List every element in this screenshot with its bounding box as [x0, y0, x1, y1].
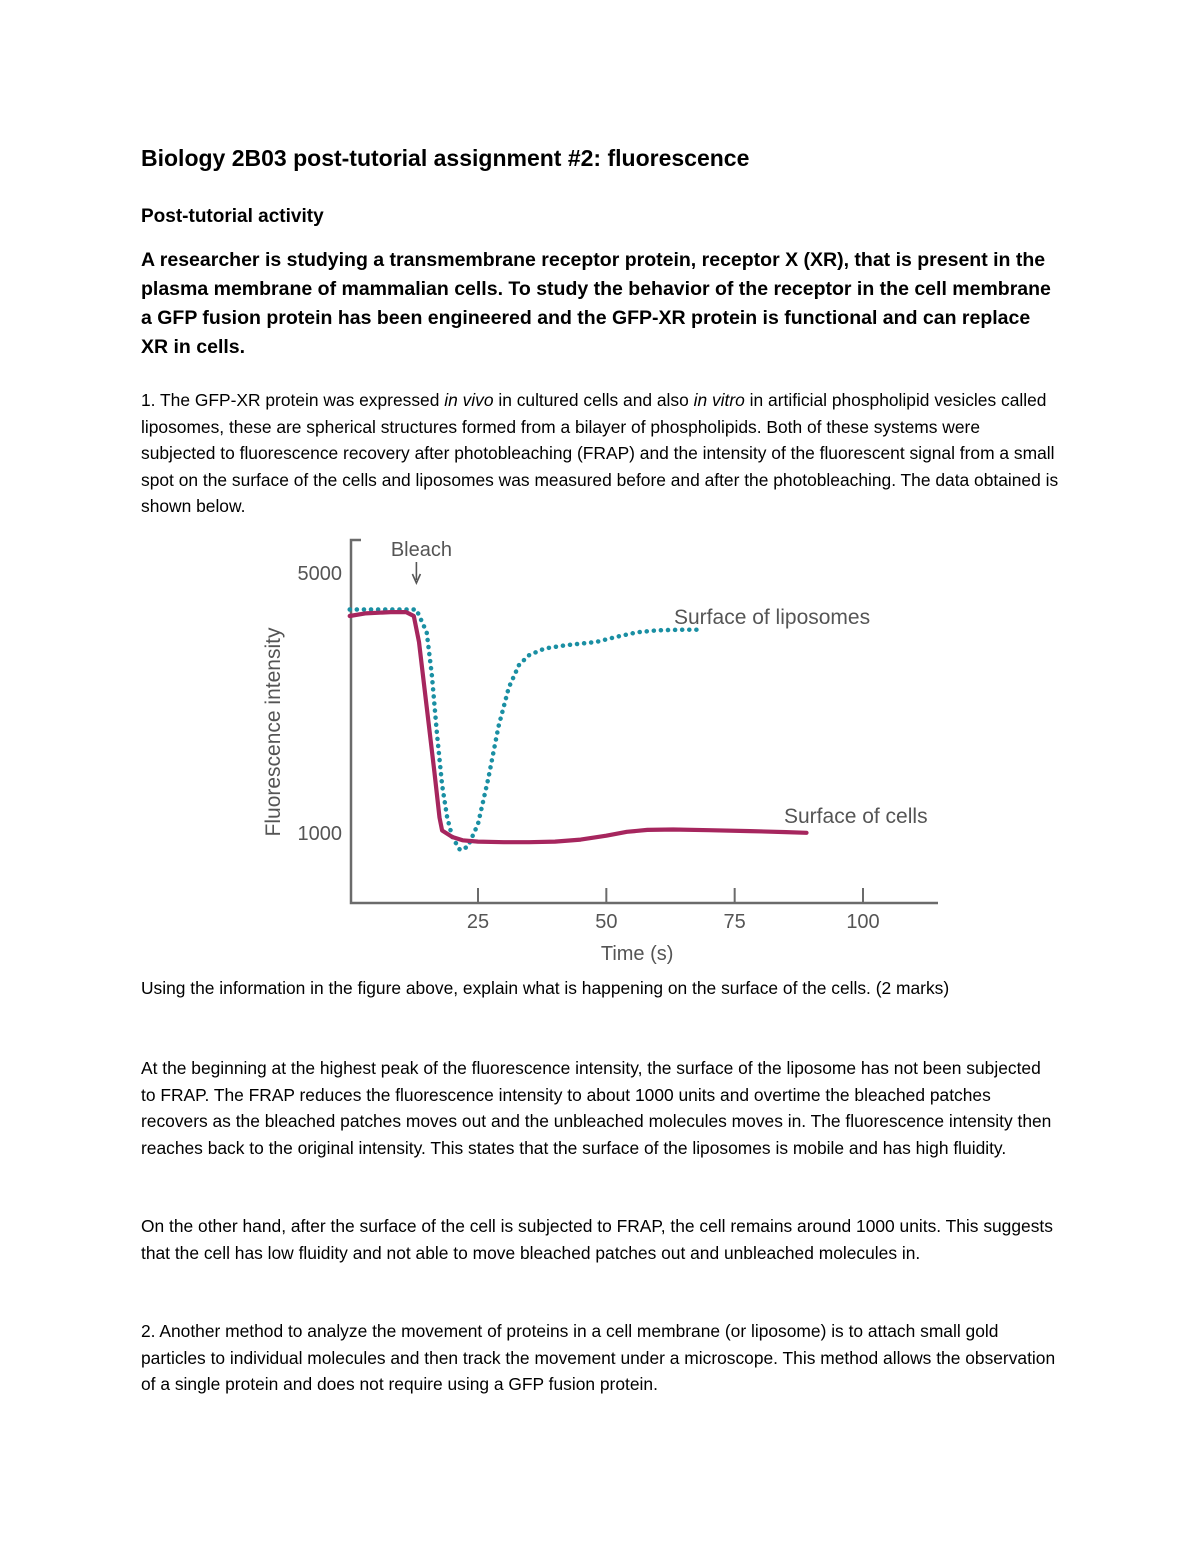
question-1-text-c: in artificial phospholipid vesicles called liposomes, these are spherical structures formed from a bilayer of phospholipids. Both of these systems were subjected to fluorescence recovery after photobleaching (FRAP) and the intensity of the fluorescent signal from a small spot on the surface of the cells and liposomes was measured before and after the photobleaching. The data obtained is shown below. — [141, 390, 1059, 516]
x-tick-label: 50 — [595, 911, 618, 933]
x-tick-label: 75 — [723, 911, 746, 933]
y-tick-label: 1000 — [297, 823, 342, 845]
liposomes-series-label: Surface of liposomes — [674, 606, 871, 629]
cells-series — [350, 612, 807, 842]
frap-chart — [258, 530, 948, 970]
y-axis-label: Fluorescence intensity — [262, 627, 285, 837]
x-tick-label: 100 — [846, 911, 880, 933]
y-tick-label: 5000 — [297, 563, 342, 585]
x-tick-label: 25 — [466, 911, 490, 933]
liposomes-series — [350, 610, 699, 851]
question-2-paragraph — [141, 1318, 1059, 1398]
frap-figure — [258, 530, 948, 970]
question-1-text-b: in cultured cells and also — [493, 390, 694, 410]
x-axis-label: Time (s) — [600, 943, 674, 965]
answer-paragraph-2: On the other hand, after the surface of the cell is subjected to FRAP, the cell remains around 1000 units. This suggests that the cell has low fluidity and not able to move bleached patches out and unbleached molecules in. — [141, 1216, 1053, 1263]
section-heading: Post-tutorial activity — [141, 206, 324, 227]
question-1-text-a: The GFP-XR protein was expressed — [155, 390, 445, 410]
cells-series-label: Surface of cells — [784, 805, 928, 828]
question-prompt: Using the information in the figure above, explain what is happening on the surface of the cells. (2 marks) — [141, 978, 950, 998]
in-vivo-term: in vivo — [444, 390, 494, 410]
question-2-number: 2. — [141, 1321, 156, 1341]
page-title: Biology 2B03 post-tutorial assignment #2: fluorescence — [141, 145, 750, 171]
axes-frame — [351, 540, 938, 903]
answer-paragraph-1: At the beginning at the highest peak of the fluorescence intensity, the surface of the liposome has not been subjected to FRAP. The FRAP reduces the fluorescence intensity to about 1000 units and overtime the bleached patches recovers as the bleached patches moves out and the unbleached molecules moves in. The fluorescence intensity then reaches back to the original intensity. This states that the surface of the liposomes is mobile and has high fluidity. — [141, 1058, 1052, 1158]
intro-paragraph: A researcher is studying a transmembrane receptor protein, receptor X (XR), that is present in the plasma membrane of mammalian cells. To study the behavior of the receptor in the cell membrane a GFP fusion protein has been engineered and the GFP-XR protein is functional and can replace XR in cells. — [141, 249, 1051, 358]
bleach-annotation: Bleach — [390, 539, 452, 561]
in-vitro-term: in vitro — [693, 390, 745, 410]
question-1-paragraph — [141, 387, 1059, 520]
question-2-text: Another method to analyze the movement of proteins in a cell membrane (or liposome) is to attach small gold particles to individual molecules and then track the movement under a microscope. This method allows the observation of a single protein and does not require using a GFP fusion protein. — [141, 1321, 1056, 1394]
question-1-number: 1. — [141, 390, 156, 410]
